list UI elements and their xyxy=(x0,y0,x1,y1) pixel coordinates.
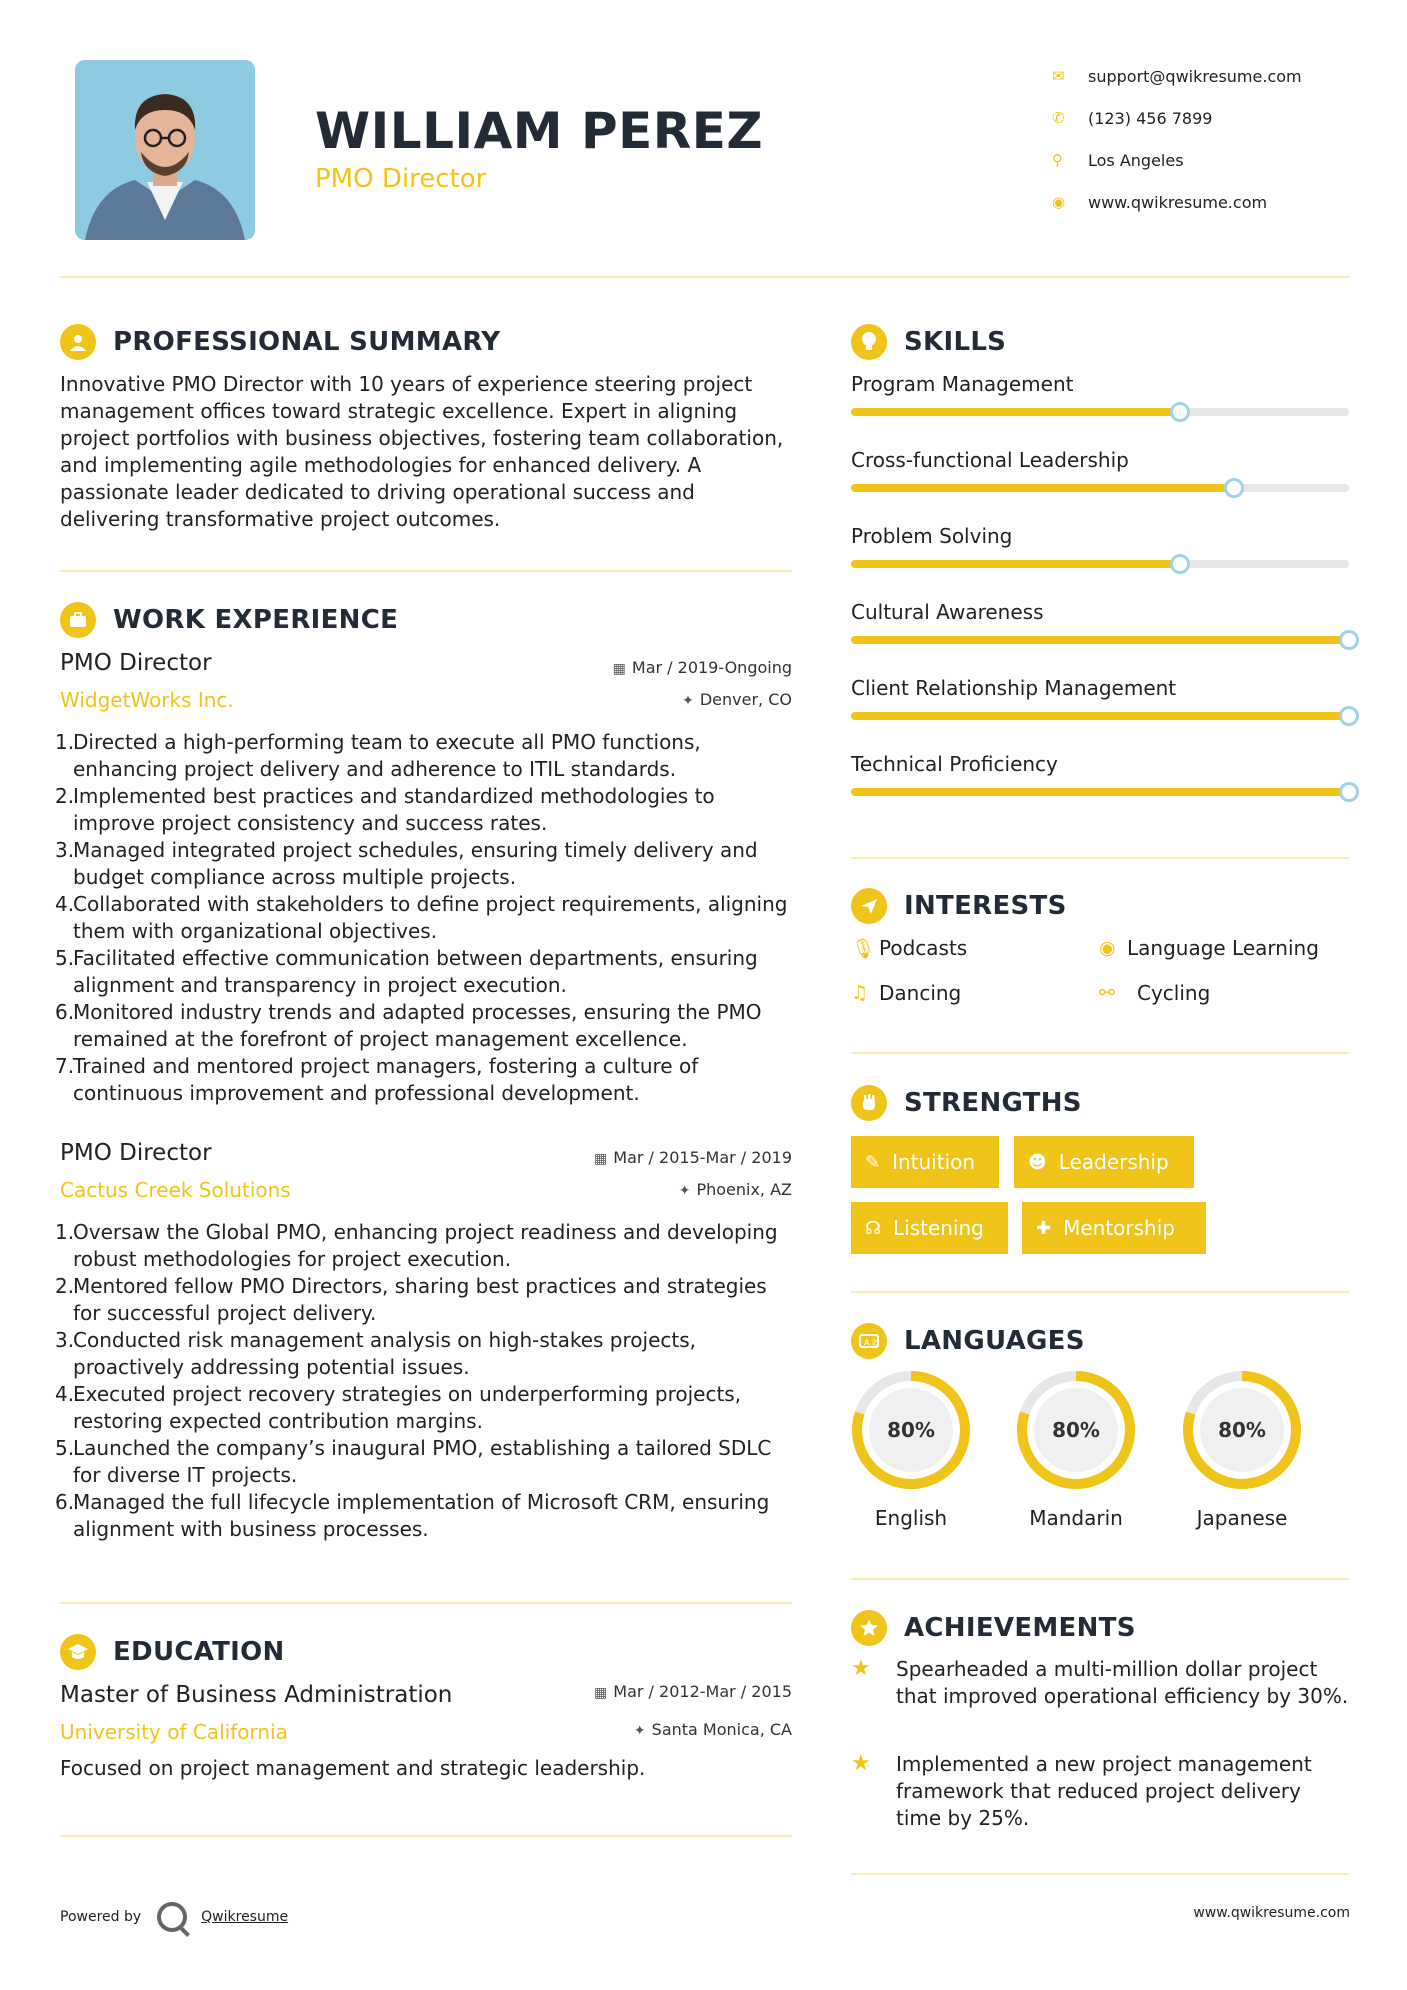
achievement-text: Implemented a new project management framework that reduced project delivery time by 25%. xyxy=(896,1752,1312,1830)
star-icon: ★ xyxy=(851,1751,871,1776)
skill-bar-knob xyxy=(1339,630,1359,650)
skill-name: Cross-functional Leadership xyxy=(851,448,1129,472)
achievements-title: ACHIEVEMENTS xyxy=(904,1613,1136,1643)
users-icon: ☻ xyxy=(1028,1151,1047,1173)
skill-item xyxy=(851,676,1349,700)
language-name: Japanese xyxy=(1196,1506,1288,1530)
skill-name: Technical Proficiency xyxy=(851,752,1058,776)
magic-wand-icon: ✎ xyxy=(865,1151,881,1173)
job-2-company: Cactus Creek Solutions xyxy=(60,1178,291,1202)
strength-badge-intuition: ✎ Intuition xyxy=(851,1136,999,1188)
duty-item: 5. Facilitated effective communication between departments, ensuring alignment and transparency in project execution. xyxy=(55,946,758,997)
duty-item: 1. Oversaw the Global PMO, enhancing project readiness and developing robust methodologies for project execution. xyxy=(55,1220,778,1271)
skill-bar-fill xyxy=(851,712,1349,720)
duty-item: 5. Launched the company’s inaugural PMO, establishing a tailored SDLC for diverse IT projects. xyxy=(55,1436,772,1487)
language-percent: 80% xyxy=(887,1418,935,1442)
education-location: ✦ Santa Monica, CA xyxy=(633,1720,792,1739)
job-1-company: WidgetWorks Inc. xyxy=(60,688,234,712)
skill-item xyxy=(851,752,1349,776)
calendar-icon: ▦ xyxy=(594,1151,608,1167)
contact-location xyxy=(1048,139,1378,181)
qwikresume-logo-icon xyxy=(157,1902,187,1932)
globe-icon: ◉ xyxy=(1052,193,1066,211)
skill-bar-fill xyxy=(851,636,1349,644)
language-percent: 80% xyxy=(1052,1418,1100,1442)
language-percent: 80% xyxy=(1218,1418,1266,1442)
headphones-icon: ☊ xyxy=(865,1217,881,1239)
language-mandarin xyxy=(1016,1370,1136,1530)
duty-item: 4. Collaborated with stakeholders to define project requirements, aligning them with organizational objectives. xyxy=(55,892,788,943)
strength-badge-listening: ☊ Listening xyxy=(851,1202,1008,1254)
calendar-icon: ▦ xyxy=(594,1685,608,1701)
education-heading xyxy=(60,1634,285,1670)
interests-heading xyxy=(851,888,1067,924)
profile-photo xyxy=(75,60,255,240)
contact-email-text: support@qwikresume.com xyxy=(1088,66,1302,86)
languages-heading xyxy=(851,1323,1085,1359)
job-1-duties xyxy=(55,729,800,1107)
summary-text: Innovative PMO Director with 10 years of experience steering project management offices toward strategic excellence. Expert in aligning project portfolios with business objectives, fostering team collaboration, and implementing agile methodologies for enhanced delivery. A passionate leader dedicated to driving operational success and delivering transformative project outcomes. xyxy=(60,372,784,531)
skill-bar-track xyxy=(851,408,1349,416)
skill-bar-track xyxy=(851,712,1349,720)
skill-bar-fill xyxy=(851,484,1234,492)
footer-url[interactable]: www.qwikresume.com xyxy=(1193,1905,1350,1921)
duty-item: 6. Managed the full lifecycle implementation of Microsoft CRM, ensuring alignment with business processes. xyxy=(55,1490,770,1541)
strengths-divider xyxy=(851,1291,1349,1293)
education-degree: Master of Business Administration xyxy=(60,1682,453,1708)
work-heading xyxy=(60,602,398,638)
microphone-icon: 🎙 xyxy=(851,937,876,960)
interests-title: INTERESTS xyxy=(904,891,1067,921)
strengths-title: STRENGTHS xyxy=(904,1088,1082,1118)
candidate-role: PMO Director xyxy=(315,164,487,194)
bicycle-icon: ⚯ xyxy=(1099,982,1115,1004)
skill-bar-track xyxy=(851,636,1349,644)
contact-list xyxy=(1048,55,1378,223)
translate-icon xyxy=(851,1323,887,1359)
paper-plane-icon xyxy=(851,888,887,924)
lightbulb-icon xyxy=(851,324,887,360)
summary-divider xyxy=(60,570,792,572)
skill-name: Problem Solving xyxy=(851,524,1013,548)
language-name: English xyxy=(874,1506,948,1530)
envelope-icon: ✉ xyxy=(1052,67,1065,85)
calendar-icon: ▦ xyxy=(612,661,626,677)
footer-powered-by xyxy=(60,1902,288,1932)
contact-location-text: Los Angeles xyxy=(1088,150,1184,170)
job-2-title: PMO Director xyxy=(60,1140,212,1166)
skill-bar-fill xyxy=(851,560,1180,568)
pushpin-icon: ✦ xyxy=(678,1183,691,1199)
header-divider xyxy=(60,276,1350,278)
achievements-heading xyxy=(851,1610,1136,1646)
job-1-location: ✦ Denver, CO xyxy=(682,690,792,709)
candidate-name: WILLIAM PEREZ xyxy=(315,102,764,160)
language-name: Mandarin xyxy=(1029,1506,1123,1530)
education-title: EDUCATION xyxy=(113,1637,285,1667)
contact-email[interactable] xyxy=(1048,55,1378,97)
work-divider xyxy=(60,1602,792,1604)
skill-bar-track xyxy=(851,484,1349,492)
hand-icon xyxy=(851,1085,887,1121)
summary-heading xyxy=(60,324,500,360)
interests-divider xyxy=(851,1052,1349,1054)
duty-item: 2. Implemented best practices and standardized methodologies to improve project consistency and success rates. xyxy=(55,784,715,835)
pushpin-icon: ✦ xyxy=(633,1723,646,1739)
job-2-duties xyxy=(55,1219,800,1543)
skill-item xyxy=(851,600,1349,624)
duty-item: 1. Directed a high-performing team to execute all PMO functions, enhancing project delivery and adherence to ITIL standards. xyxy=(55,730,701,781)
job-2-location: ✦ Phoenix, AZ xyxy=(678,1180,792,1199)
skill-item xyxy=(851,524,1349,548)
skill-bar-knob xyxy=(1339,706,1359,726)
duty-item: 6. Monitored industry trends and adapted processes, ensuring the PMO remained at the forefront of project management excellence. xyxy=(55,1000,762,1051)
qwikresume-link[interactable]: Qwikresume xyxy=(201,1909,289,1925)
skill-bar-track xyxy=(851,560,1349,568)
skills-heading xyxy=(851,324,1006,360)
language-english xyxy=(851,1370,971,1530)
achievements-divider xyxy=(851,1873,1349,1875)
interest-dancing: ♫ Dancing xyxy=(851,981,962,1005)
strength-badge-mentorship: ✚ Mentorship xyxy=(1022,1202,1206,1254)
languages-divider xyxy=(851,1578,1349,1580)
contact-website-text: www.qwikresume.com xyxy=(1088,192,1268,212)
interest-language-learning: ◉ Language Learning xyxy=(1099,936,1319,960)
user-plus-icon: ✚ xyxy=(1036,1217,1052,1239)
achievement-item xyxy=(851,1751,1351,1832)
interest-cycling: ⚯ Cycling xyxy=(1099,981,1211,1005)
job-1-dates: ▦ Mar / 2019-Ongoing xyxy=(612,658,792,677)
education-divider xyxy=(60,1835,792,1837)
music-note-icon: ♫ xyxy=(851,982,869,1004)
skill-bar-knob xyxy=(1339,782,1359,802)
powered-by-label: Powered by xyxy=(60,1909,142,1925)
skill-bar-knob xyxy=(1170,554,1190,574)
strength-badge-leadership: ☻ Leadership xyxy=(1014,1136,1194,1188)
phone-icon: ✆ xyxy=(1052,109,1065,127)
skill-name: Program Management xyxy=(851,372,1074,396)
globe-icon: ◉ xyxy=(1099,937,1116,959)
avatar-illustration xyxy=(75,60,255,240)
user-icon xyxy=(60,324,96,360)
duty-item: 7. Trained and mentored project managers, fostering a culture of continuous improvement and professional development. xyxy=(55,1054,699,1105)
location-pin-icon: ⚲ xyxy=(1052,151,1063,169)
languages-title: LANGUAGES xyxy=(904,1326,1085,1356)
skill-bar-knob xyxy=(1224,478,1244,498)
summary-title: PROFESSIONAL SUMMARY xyxy=(113,327,501,357)
achievement-text: Spearheaded a multi-million dollar project that improved operational efficiency by 30%. xyxy=(896,1657,1349,1708)
skill-item xyxy=(851,372,1349,396)
job-2-dates: ▦ Mar / 2015-Mar / 2019 xyxy=(594,1148,792,1167)
star-icon: ★ xyxy=(851,1656,871,1681)
education-description: Focused on project management and strategic leadership. xyxy=(60,1756,646,1780)
contact-website[interactable] xyxy=(1048,181,1378,223)
duty-item: 3. Conducted risk management analysis on high-stakes projects, proactively addressing potential issues. xyxy=(55,1328,696,1379)
achievement-item xyxy=(851,1656,1351,1710)
svg-text:文: 文 xyxy=(870,1338,878,1347)
skill-name: Cultural Awareness xyxy=(851,600,1044,624)
strengths-heading xyxy=(851,1085,1082,1121)
contact-phone-text: (123) 456 7899 xyxy=(1088,108,1213,128)
work-title: WORK EXPERIENCE xyxy=(113,605,399,635)
svg-text:A: A xyxy=(864,1338,870,1347)
duty-item: 4. Executed project recovery strategies on underperforming projects, restoring expected contribution margins. xyxy=(55,1382,742,1433)
education-school: University of California xyxy=(60,1720,288,1744)
skill-item xyxy=(851,448,1349,472)
contact-phone[interactable] xyxy=(1048,97,1378,139)
skill-bar-fill xyxy=(851,408,1180,416)
skill-bar-knob xyxy=(1170,402,1190,422)
skills-title: SKILLS xyxy=(904,327,1007,357)
language-japanese xyxy=(1182,1370,1302,1530)
briefcase-icon xyxy=(60,602,96,638)
skills-divider xyxy=(851,857,1349,859)
skill-bar-track xyxy=(851,788,1349,796)
pushpin-icon: ✦ xyxy=(682,693,694,709)
skill-bar-fill xyxy=(851,788,1349,796)
skill-name: Client Relationship Management xyxy=(851,676,1177,700)
star-icon xyxy=(851,1610,887,1646)
duty-item: 3. Managed integrated project schedules, ensuring timely delivery and budget compliance across multiple projects. xyxy=(55,838,758,889)
graduation-icon xyxy=(60,1634,96,1670)
duty-item: 2. Mentored fellow PMO Directors, sharing best practices and strategies for successful project delivery. xyxy=(55,1274,767,1325)
interest-podcasts: 🎙 Podcasts xyxy=(851,936,968,960)
education-dates: ▦ Mar / 2012-Mar / 2015 xyxy=(594,1682,792,1701)
job-1-title: PMO Director xyxy=(60,650,212,676)
